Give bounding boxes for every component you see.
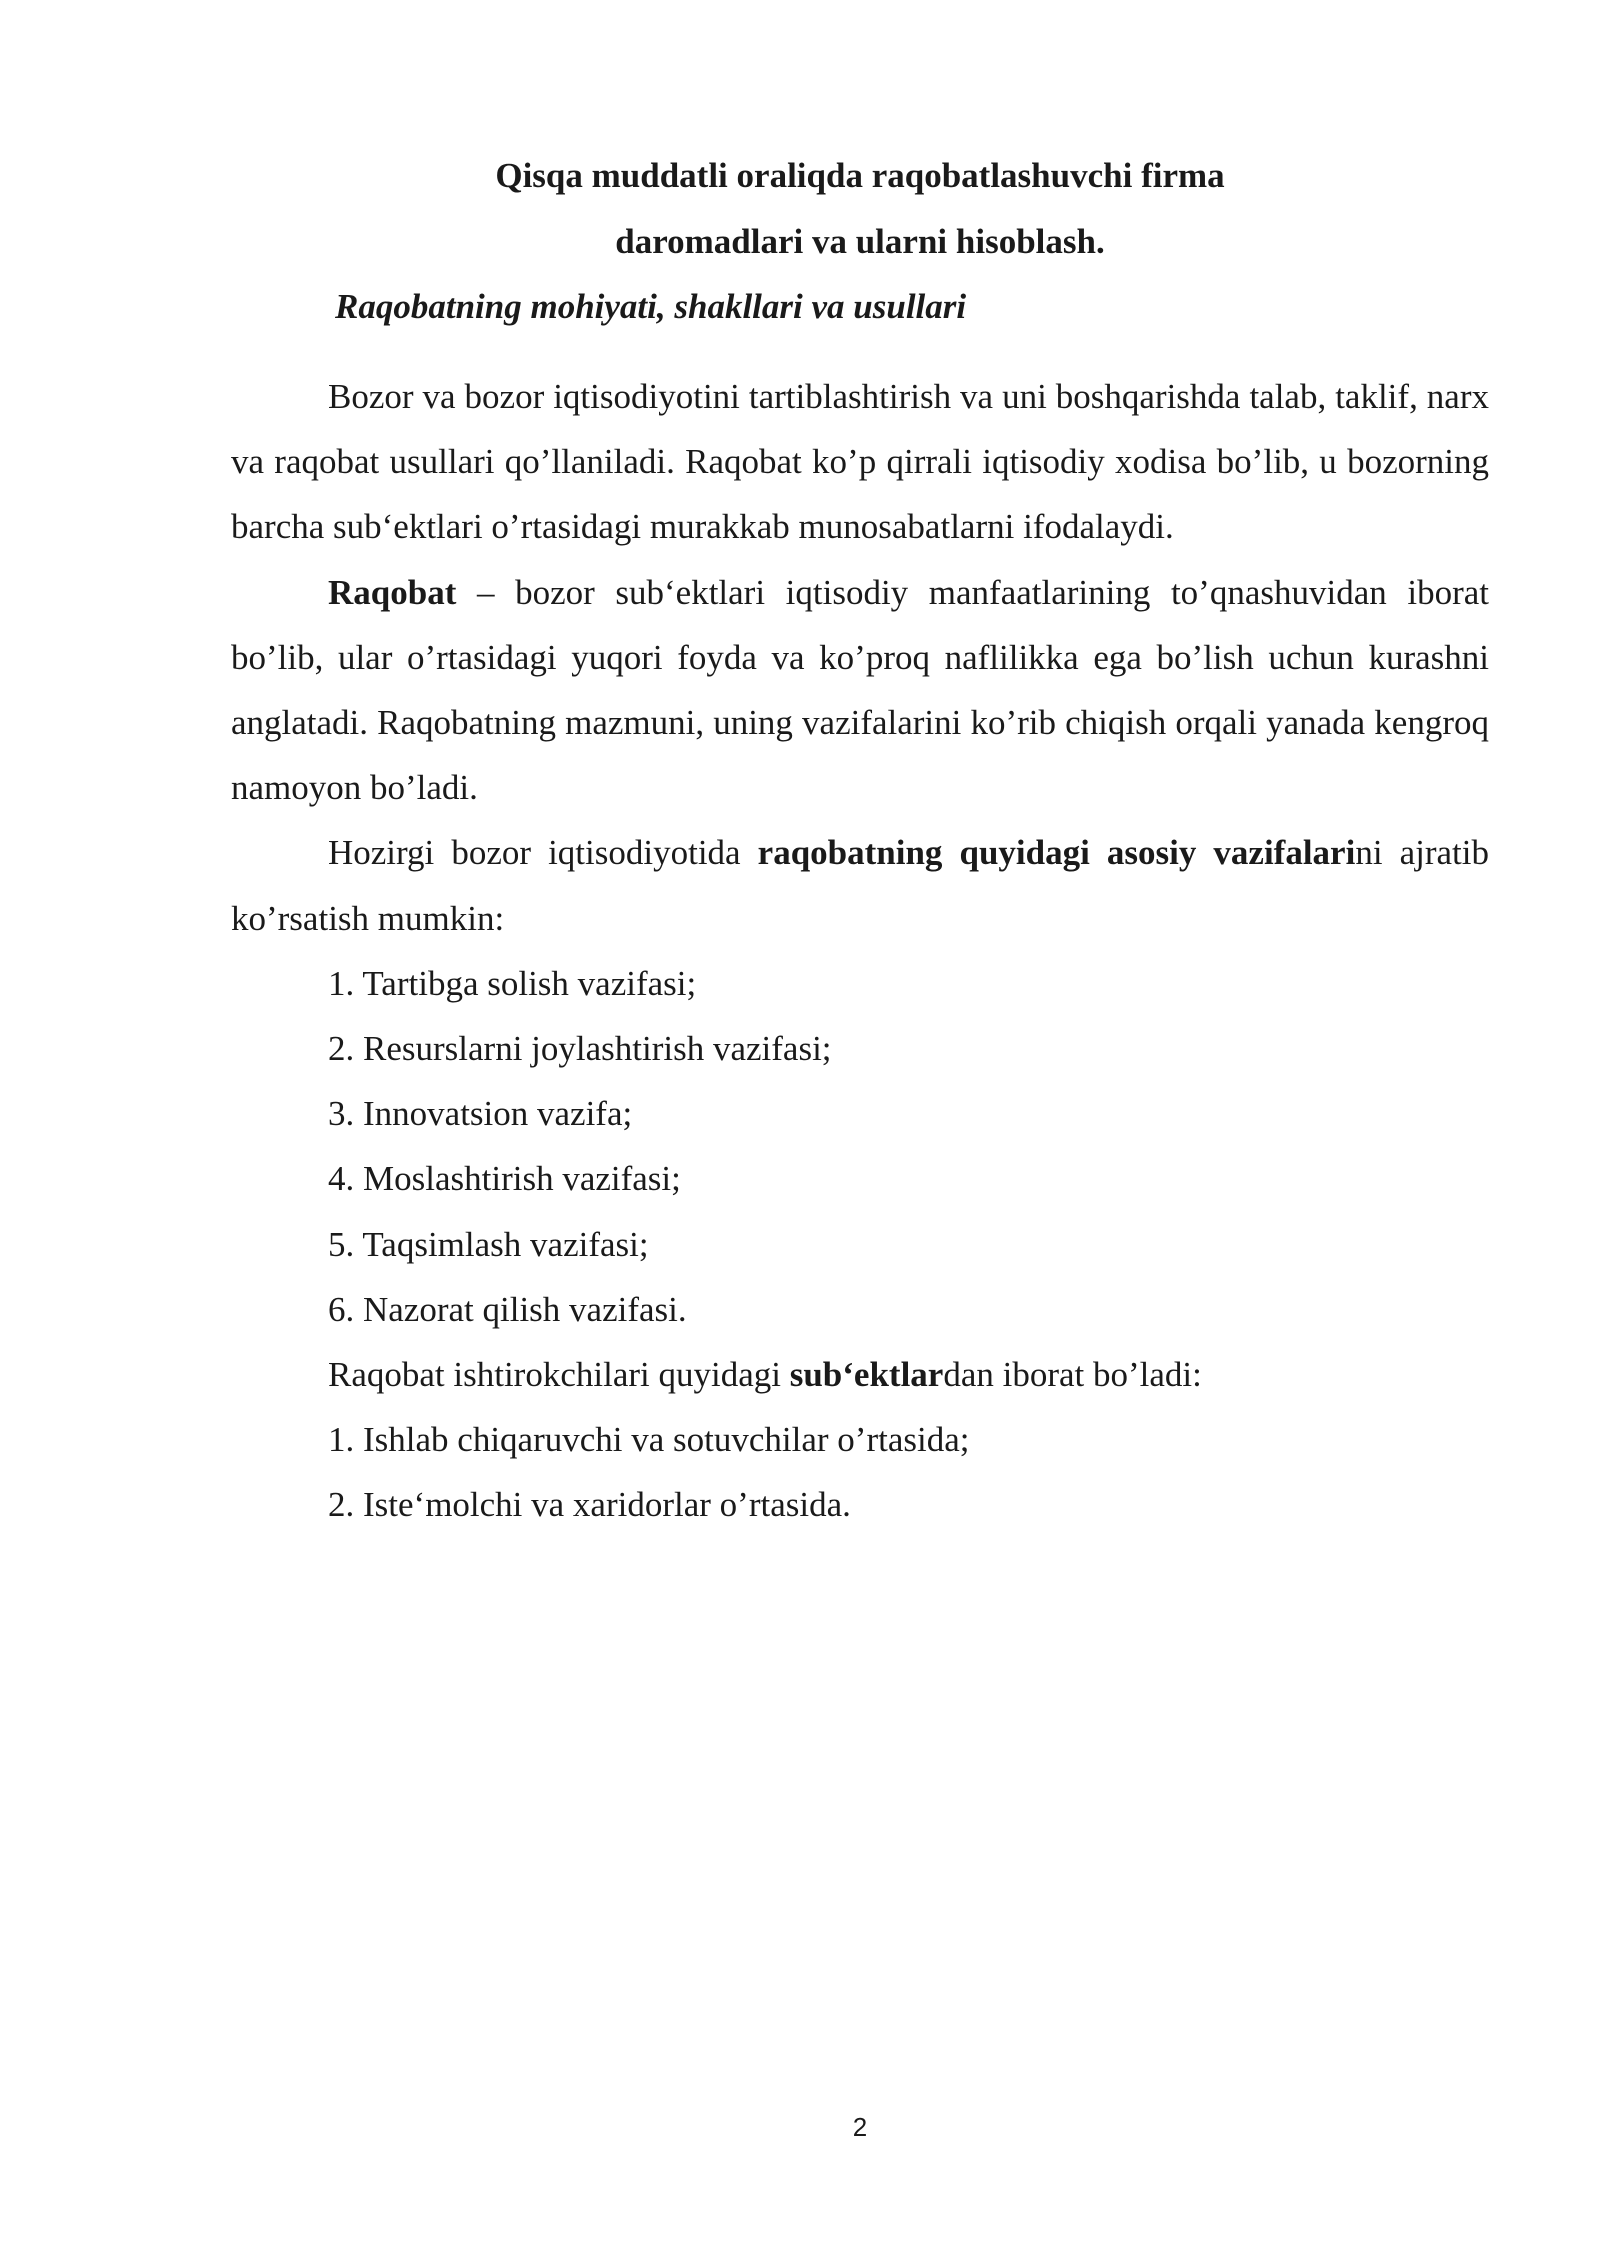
document-title-line-1: Qisqa muddatli oraliqda raqobatlashuvchi firma xyxy=(495,156,1225,195)
list-item-function: 4. Moslashtirish vazifasi; xyxy=(328,1159,681,1199)
list-item-function: 1. Tartibga solish vazifasi; xyxy=(328,963,697,1003)
page-number: 2 xyxy=(852,2112,868,2142)
subjects-list xyxy=(231,1407,1489,1537)
paragraph-definition xyxy=(231,560,1489,821)
term-raqobat: Raqobat xyxy=(328,572,457,612)
subjects-intro-lead: Raqobat ishtirokchilari quyidagi xyxy=(328,1355,790,1395)
paragraph-functions-intro xyxy=(231,820,1489,950)
subjects-intro-bold: sub‘ektlar xyxy=(789,1355,944,1395)
list-item-function: 2. Resurslarni joylashtirish vazifasi; xyxy=(328,1029,832,1069)
list-item-function: 6. Nazorat qilish vazifasi. xyxy=(328,1289,687,1329)
functions-list xyxy=(231,951,1489,1342)
section-subtitle: Raqobatning mohiyati, shakllari va usullari xyxy=(335,287,967,326)
document-body xyxy=(231,364,1489,1538)
list-item-subject: 2. Iste‘molchi va xaridorlar o’rtasida. xyxy=(328,1485,851,1525)
list-item-function: 5. Taqsimlash vazifasi; xyxy=(328,1224,649,1264)
definition-text: – bozor sub‘ektlari iqtisodiy manfaatlarining to’qnashuvidan iborat bo’lib, ular o’rtasidagi yuqori foyda va ko’proq naflilikka ega bo’lish uchun kurashni anglatadi. Raqobatning mazmuni, uning vazifalarini ko’rib chiqish orqali yanada kengroq namoyon bo’ladi. xyxy=(231,572,1489,808)
paragraph-intro: Bozor va bozor iqtisodiyotini tartiblashtirish va uni boshqarishda talab, taklif, narx va raqobat usullari qo’llaniladi. Raqobat ko’p qirrali iqtisodiy xodisa bo’lib, u bozorning barcha sub‘ektlari o’rtasidagi murakkab munosabatlarni ifodalaydi. xyxy=(231,377,1489,547)
functions-intro-rest: ni ajratib ko’rsatish mumkin: xyxy=(231,833,1489,938)
functions-intro-bold: raqobatning quyidagi asosiy vazifalari xyxy=(757,833,1356,873)
paragraph-subjects-intro xyxy=(231,1342,1489,1407)
subjects-intro-rest: dan iborat bo’ladi: xyxy=(943,1355,1202,1395)
document-title-line-2: daromadlari va ularni hisoblash. xyxy=(615,222,1105,261)
functions-intro-lead: Hozirgi bozor iqtisodiyotida xyxy=(328,833,758,873)
list-item-subject: 1. Ishlab chiqaruvchi va sotuvchilar o’rtasida; xyxy=(328,1420,970,1460)
list-item-function: 3. Innovatsion vazifa; xyxy=(328,1094,633,1134)
